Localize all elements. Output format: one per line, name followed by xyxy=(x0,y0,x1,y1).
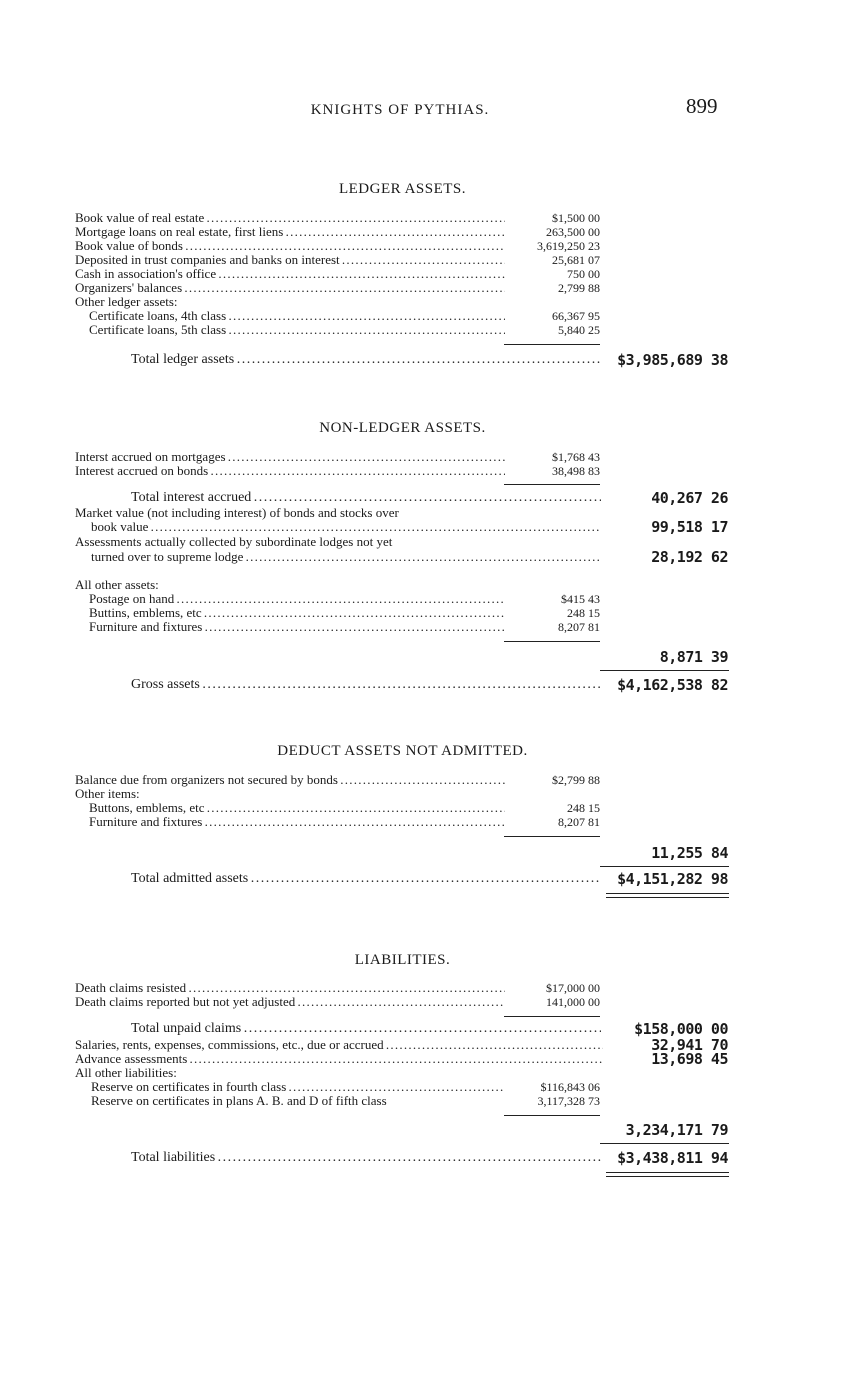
non-ledger-row xyxy=(75,620,735,634)
row-amount: 8,207 81 xyxy=(558,620,600,634)
row-label: Death claims resisted . . . xyxy=(75,981,505,995)
row-label: Buttons, emblems, etc . . . xyxy=(89,801,505,815)
row-amount: 141,000 00 xyxy=(546,995,600,1009)
row-amount: 8,207 81 xyxy=(558,815,600,829)
row-amount: 11,255 84 xyxy=(651,844,728,862)
row-label: Assessments actually collected by subordinate lodges not yet xyxy=(75,535,393,549)
other-liabilities-heading xyxy=(75,1066,735,1080)
ledger-row xyxy=(75,309,735,323)
non-ledger-row xyxy=(75,450,735,464)
row-label: Total ledger assets . . . xyxy=(131,352,601,368)
row-label: book value . . . xyxy=(91,520,601,534)
row-label: turned over to supreme lodge . . . xyxy=(91,550,601,564)
non-ledger-row xyxy=(75,464,735,478)
row-label: Reserve on certificates in fourth class . . . xyxy=(91,1080,505,1094)
row-label: Reserve on certificates in plans A. B. and D of fifth class xyxy=(91,1094,387,1108)
row-label: All other assets: xyxy=(75,578,159,592)
row-label: Advance assessments . . . xyxy=(75,1052,603,1066)
total-admitted-assets-row xyxy=(75,871,735,887)
row-amount: $3,985,689 38 xyxy=(617,351,728,369)
ledger-assets-heading: LEDGER ASSETS. xyxy=(338,181,466,197)
row-amount: $4,151,282 98 xyxy=(617,870,728,888)
total-liabilities-row xyxy=(75,1150,735,1166)
row-amount: 248 15 xyxy=(567,801,600,815)
total-ledger-assets-row xyxy=(75,352,735,368)
liability-row xyxy=(75,1094,735,1108)
row-label: Gross assets . . . xyxy=(131,677,601,693)
row-label: Other ledger assets: xyxy=(75,295,178,309)
row-amount: $17,000 00 xyxy=(546,981,600,995)
liability-row xyxy=(75,995,735,1009)
non-ledger-row xyxy=(75,592,735,606)
row-label: Certificate loans, 5th class . . . xyxy=(89,323,505,337)
assessments-row-cont xyxy=(75,550,735,564)
other-assets-heading xyxy=(75,578,735,592)
subtotal-rule xyxy=(504,836,600,837)
row-amount: 40,267 26 xyxy=(651,489,728,507)
ledger-row xyxy=(75,267,735,281)
ledger-row xyxy=(75,253,735,267)
row-label: Furniture and fixtures . . . xyxy=(89,815,505,829)
ledger-subheading xyxy=(75,295,735,309)
row-label: Total interest accrued . . . xyxy=(131,490,601,506)
row-label: Buttins, emblems, etc . . . xyxy=(89,606,505,620)
row-amount: $116,843 06 xyxy=(540,1080,600,1094)
subtotal-rule xyxy=(504,344,600,345)
row-amount: 13,698 45 xyxy=(651,1050,728,1068)
liability-row xyxy=(75,981,735,995)
row-amount: 2,799 88 xyxy=(558,281,600,295)
total-rule xyxy=(600,1143,729,1144)
row-label: Total unpaid claims . . . xyxy=(131,1021,601,1037)
gross-assets-row xyxy=(75,677,735,693)
deduct-assets-heading: DEDUCT ASSETS NOT ADMITTED. xyxy=(277,743,528,759)
row-label: Total admitted assets . . . xyxy=(131,871,601,887)
non-ledger-row xyxy=(75,606,735,620)
row-amount: $4,162,538 82 xyxy=(617,676,728,694)
row-label: Furniture and fixtures . . . xyxy=(89,620,505,634)
reserve-total-row xyxy=(75,1122,735,1138)
double-rule xyxy=(606,893,729,898)
row-amount: 66,367 95 xyxy=(552,309,600,323)
subtotal-rule xyxy=(504,1016,600,1017)
deduct-row xyxy=(75,773,735,787)
double-rule xyxy=(606,1172,729,1177)
row-amount: $1,768 43 xyxy=(552,450,600,464)
ledger-row xyxy=(75,239,735,253)
row-amount: 99,518 17 xyxy=(651,518,728,536)
subtotal-rule xyxy=(504,484,600,485)
deduct-row xyxy=(75,815,735,829)
row-amount: 25,681 07 xyxy=(552,253,600,267)
row-label: Cash in association's office . . . xyxy=(75,267,505,281)
other-items-heading xyxy=(75,787,735,801)
row-amount: 5,840 25 xyxy=(558,323,600,337)
ledger-row xyxy=(75,281,735,295)
row-amount: 3,117,328 73 xyxy=(537,1094,600,1108)
row-amount: $158,000 00 xyxy=(634,1020,728,1038)
row-label: Total liabilities . . . xyxy=(131,1150,601,1166)
row-amount: 8,871 39 xyxy=(659,648,728,666)
subtotal-rule xyxy=(504,1115,600,1116)
ledger-row xyxy=(75,211,735,225)
row-amount: 28,192 62 xyxy=(651,548,728,566)
total-unpaid-claims-row xyxy=(75,1021,735,1037)
row-amount: 3,234,171 79 xyxy=(625,1121,728,1139)
row-label: Mortgage loans on real estate, first liens . . . xyxy=(75,225,505,239)
row-label: Interest accrued on bonds . . . xyxy=(75,464,505,478)
advance-assessments-row xyxy=(75,1052,735,1066)
row-label: All other liabilities: xyxy=(75,1066,177,1080)
ledger-row xyxy=(75,323,735,337)
row-label: Book value of real estate . . . xyxy=(75,211,505,225)
liabilities-heading: LIABILITIES. xyxy=(354,952,451,968)
row-amount: $1,500 00 xyxy=(552,211,600,225)
total-rule xyxy=(600,670,729,671)
page-number: 899 xyxy=(686,94,718,118)
row-label: Organizers' balances . . . xyxy=(75,281,505,295)
row-amount: 3,619,250 23 xyxy=(537,239,600,253)
liability-row xyxy=(75,1080,735,1094)
row-amount: 38,498 83 xyxy=(552,464,600,478)
market-value-row-cont xyxy=(75,520,735,534)
row-label: Market value (not including interest) of bonds and stocks over xyxy=(75,506,399,520)
row-label: Deposited in trust companies and banks on interest . . . xyxy=(75,253,505,267)
salaries-row xyxy=(75,1038,735,1052)
row-label: Salaries, rents, expenses, commissions, etc., due or accrued . . . xyxy=(75,1038,603,1052)
row-label: Book value of bonds . . . xyxy=(75,239,505,253)
row-amount: 248 15 xyxy=(567,606,600,620)
row-label: Death claims reported but not yet adjusted . . . xyxy=(75,995,505,1009)
market-value-row xyxy=(75,506,735,520)
row-label: Postage on hand . . . xyxy=(89,592,505,606)
page-header-title: KNIGHTS OF PYTHIAS. xyxy=(310,102,490,118)
row-amount: $415 43 xyxy=(561,592,600,606)
row-amount: $2,799 88 xyxy=(552,773,600,787)
total-interest-row xyxy=(75,490,735,506)
non-ledger-assets-heading: NON-LEDGER ASSETS. xyxy=(319,420,486,436)
row-label: Interst accrued on mortgages . . . xyxy=(75,450,505,464)
other-assets-total-row xyxy=(75,649,735,665)
row-label: Certificate loans, 4th class . . . xyxy=(89,309,505,323)
ledger-row xyxy=(75,225,735,239)
row-label: Balance due from organizers not secured by bonds . . . xyxy=(75,773,505,787)
row-amount: $3,438,811 94 xyxy=(617,1149,728,1167)
row-amount: 32,941 70 xyxy=(651,1036,728,1054)
deduct-row xyxy=(75,801,735,815)
row-amount: 750 00 xyxy=(567,267,600,281)
subtotal-rule xyxy=(504,641,600,642)
row-amount: 263,500 00 xyxy=(546,225,600,239)
deduct-subtotal-row xyxy=(75,845,735,861)
row-label: Other items: xyxy=(75,787,140,801)
assessments-row xyxy=(75,535,735,549)
total-rule xyxy=(600,866,729,867)
